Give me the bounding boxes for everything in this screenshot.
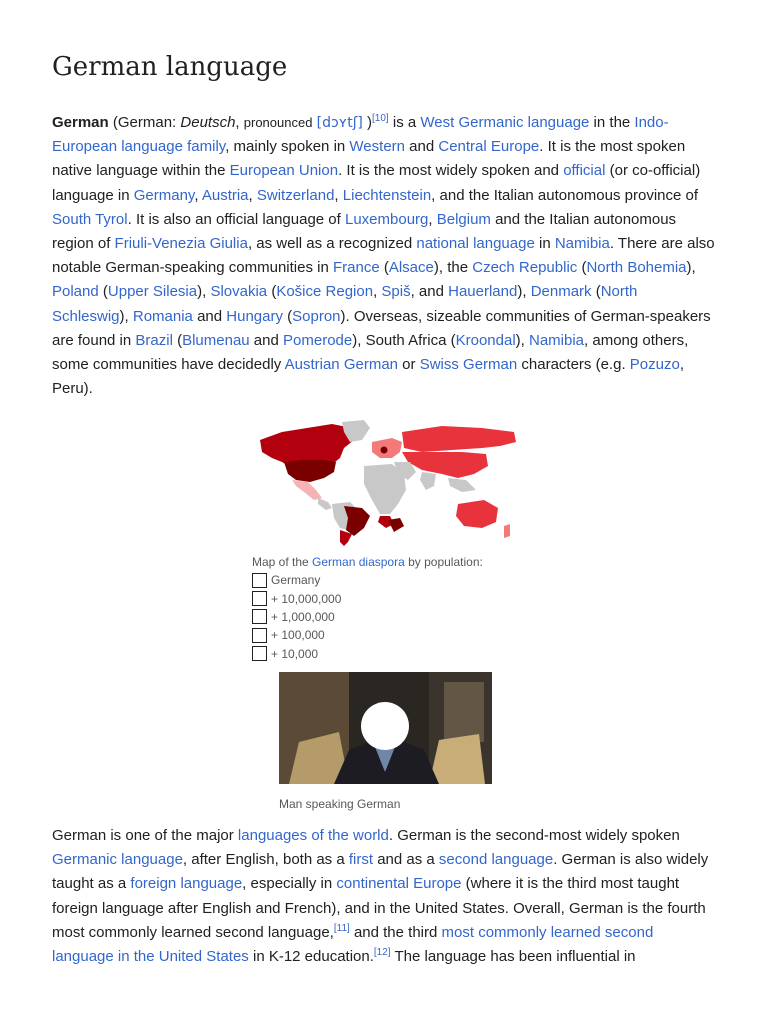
- article-link[interactable]: continental Europe: [336, 875, 462, 893]
- legend-item: Germany: [252, 571, 552, 589]
- map-region-usa: [284, 460, 336, 482]
- diaspora-map[interactable]: [252, 418, 522, 548]
- article-link[interactable]: Alsace: [388, 259, 434, 277]
- photo-caption: Man speaking German: [279, 797, 401, 811]
- article-link[interactable]: Slovakia: [210, 283, 268, 301]
- article-link[interactable]: Liechtenstein: [342, 186, 432, 204]
- text-run: and: [249, 331, 284, 349]
- text-run: , especially in: [242, 875, 337, 893]
- article-link[interactable]: Germanic language: [52, 851, 183, 869]
- map-region-new-zealand: [504, 524, 510, 538]
- german-diaspora-link[interactable]: German diaspora: [312, 555, 405, 569]
- article-link[interactable]: foreign language: [130, 875, 243, 893]
- article-link[interactable]: North Schleswig: [52, 283, 638, 325]
- legend-swatch: [252, 573, 267, 588]
- text-run: ), the: [433, 259, 473, 277]
- text-run: and: [192, 307, 227, 325]
- article-link[interactable]: South Tyrol: [52, 210, 128, 228]
- text-run: or: [398, 356, 420, 374]
- article-link[interactable]: Austria: [201, 186, 249, 204]
- text-run: . German is also widely taught as a: [52, 851, 709, 893]
- text-run: (: [267, 283, 277, 301]
- article-link[interactable]: Czech Republic: [472, 259, 578, 277]
- text-run: . It is the most widely spoken and: [338, 162, 564, 180]
- article-link[interactable]: Poland: [52, 283, 99, 301]
- article-link[interactable]: Romania: [132, 307, 193, 325]
- article-link[interactable]: Luxembourg: [344, 210, 429, 228]
- reference-link[interactable]: [10]: [372, 113, 389, 124]
- article-link[interactable]: Upper Silesia: [107, 283, 198, 301]
- text-run: (: [282, 307, 293, 325]
- map-region-se-asia: [448, 478, 476, 492]
- text-run: ,: [194, 186, 202, 204]
- legend-item: + 10,000: [252, 645, 552, 663]
- text-run: . There are also notable German-speaking communities in: [52, 235, 715, 277]
- text-run: ,: [428, 210, 437, 228]
- text-run: German: [52, 114, 109, 131]
- text-run: pronounced: [243, 115, 313, 130]
- text-run: (: [591, 283, 601, 301]
- article-link[interactable]: Indo-European language family: [52, 114, 669, 156]
- article-link[interactable]: languages of the world: [237, 827, 389, 844]
- text-run: ), South Africa (: [352, 331, 456, 349]
- text-run: ,: [334, 186, 343, 204]
- article-link[interactable]: Hauerland: [448, 283, 518, 301]
- text-run: is a: [388, 114, 421, 131]
- speaker-photo: [279, 672, 492, 784]
- page-title: German language: [52, 52, 288, 82]
- article-link[interactable]: Kroondal: [455, 331, 516, 349]
- article-link[interactable]: Western: [349, 138, 405, 156]
- reference-link[interactable]: [11]: [333, 922, 350, 934]
- article-link[interactable]: Germany: [133, 186, 195, 204]
- article-link[interactable]: Belgium: [436, 210, 491, 228]
- article-link[interactable]: national language: [416, 235, 535, 253]
- face-blur: [361, 702, 409, 750]
- text-run: ): [362, 114, 373, 131]
- article-link[interactable]: second language: [438, 851, 554, 869]
- text-run: (: [98, 283, 108, 301]
- map-region-australia: [456, 500, 498, 528]
- article-link[interactable]: Central Europe: [438, 138, 540, 156]
- article-link[interactable]: Switzerland: [256, 186, 335, 204]
- text-run: German is one of the major: [52, 827, 238, 844]
- legend-item: + 100,000: [252, 626, 552, 644]
- article-link[interactable]: Namibia: [529, 331, 585, 349]
- article-link[interactable]: Friuli-Venezia Giulia: [114, 235, 248, 253]
- article-link[interactable]: Sopron: [292, 307, 341, 325]
- text-run: . German is the second-most widely spoken: [388, 827, 680, 844]
- article-link[interactable]: Denmark: [530, 283, 592, 301]
- text-run: in: [534, 235, 555, 253]
- text-run: , and: [410, 283, 449, 301]
- article-link[interactable]: most commonly learned second language in the United States: [52, 923, 654, 966]
- map-region-india: [420, 472, 436, 490]
- text-run: (or co-official) language in: [52, 162, 701, 204]
- legend-swatch: [252, 646, 267, 661]
- text-run: ),: [517, 283, 531, 301]
- text-run: The language has been influential in: [390, 948, 636, 966]
- legend-swatch: [252, 609, 267, 624]
- article-link[interactable]: Swiss German: [419, 356, 518, 374]
- article-link[interactable]: official: [563, 162, 606, 180]
- world-map-image: [252, 418, 522, 548]
- article-link[interactable]: Pozuzo: [629, 356, 680, 374]
- text-run: and as a: [373, 851, 439, 869]
- text-run: , Peru).: [52, 356, 684, 398]
- text-run: ,: [248, 186, 257, 204]
- map-region-mexico: [292, 480, 322, 500]
- legend-item: + 10,000,000: [252, 589, 552, 607]
- map-region-europe: [372, 438, 402, 458]
- article-link[interactable]: Blumenau: [182, 331, 250, 349]
- text-run: in K-12 education.: [248, 948, 374, 966]
- legend-swatch: [252, 628, 267, 643]
- text-run: characters (e.g.: [517, 356, 630, 374]
- article-link[interactable]: Košice Region: [276, 283, 374, 301]
- text-run: ),: [119, 307, 133, 325]
- text-run: ,: [373, 283, 382, 301]
- text-run: . It is the most spoken native language within the: [52, 138, 686, 180]
- article-link[interactable]: West Germanic language: [420, 114, 590, 131]
- intro-paragraph: [52, 111, 716, 401]
- text-run: and: [405, 138, 439, 156]
- legend-swatch: [252, 591, 267, 606]
- legend-item: + 1,000,000: [252, 608, 552, 626]
- article-link[interactable]: [dɔʏtʃ]: [316, 115, 363, 131]
- article-link[interactable]: first: [348, 851, 374, 869]
- article-link[interactable]: France: [332, 259, 380, 277]
- text-run: and the third: [349, 923, 442, 941]
- text-run: , mainly spoken in: [225, 138, 350, 156]
- article-link[interactable]: North Bohemia: [586, 259, 687, 277]
- second-paragraph: [52, 824, 716, 969]
- map-caption: [252, 553, 552, 663]
- article-link[interactable]: Brazil: [135, 331, 173, 349]
- text-run: , and the Italian autonomous province of: [431, 186, 699, 204]
- map-caption-text: Map of the German diaspora by population:: [252, 555, 483, 569]
- text-run: (German:: [108, 114, 181, 131]
- text-run: and the Italian autonomous region of: [52, 210, 677, 253]
- map-region-russia: [402, 426, 516, 452]
- map-region-germany: [381, 447, 388, 454]
- article-link[interactable]: Namibia: [554, 235, 610, 253]
- text-run: ). Overseas, sizeable communities of German-speakers are found in: [52, 307, 711, 349]
- text-run: ,: [235, 114, 244, 131]
- article-link[interactable]: Pomerode: [283, 331, 353, 349]
- text-run: (: [379, 259, 389, 277]
- article-link[interactable]: Hungary: [226, 307, 283, 325]
- article-link[interactable]: Spiš: [381, 283, 411, 301]
- text-run: (: [172, 331, 183, 349]
- text-run: Deutsch: [180, 114, 236, 131]
- map-region-asia: [402, 452, 488, 478]
- text-run: (where it is the third most taught foreign language after English and French), and in the United States. Overall, German is the fourth most commonly learned second language,: [52, 875, 706, 941]
- text-run: in the: [589, 114, 635, 131]
- text-run: . It is also an official language of: [127, 210, 345, 228]
- text-run: , as well as a recognized: [247, 235, 417, 253]
- map-region-brazil: [344, 506, 370, 536]
- text-run: , after English, both as a: [182, 851, 349, 869]
- text-run: ),: [197, 283, 211, 301]
- reference-link[interactable]: [12]: [373, 947, 391, 959]
- article-link[interactable]: Austrian German: [284, 356, 399, 374]
- text-run: , among others, some communities have decidedly: [52, 331, 689, 374]
- speaker-video-thumbnail[interactable]: [279, 672, 492, 784]
- text-run: ),: [686, 259, 696, 277]
- article-link[interactable]: European Union: [229, 162, 339, 180]
- text-run: ),: [515, 331, 529, 349]
- text-run: (: [577, 259, 587, 277]
- map-region-africa: [364, 464, 406, 514]
- map-region-central-america: [318, 498, 332, 510]
